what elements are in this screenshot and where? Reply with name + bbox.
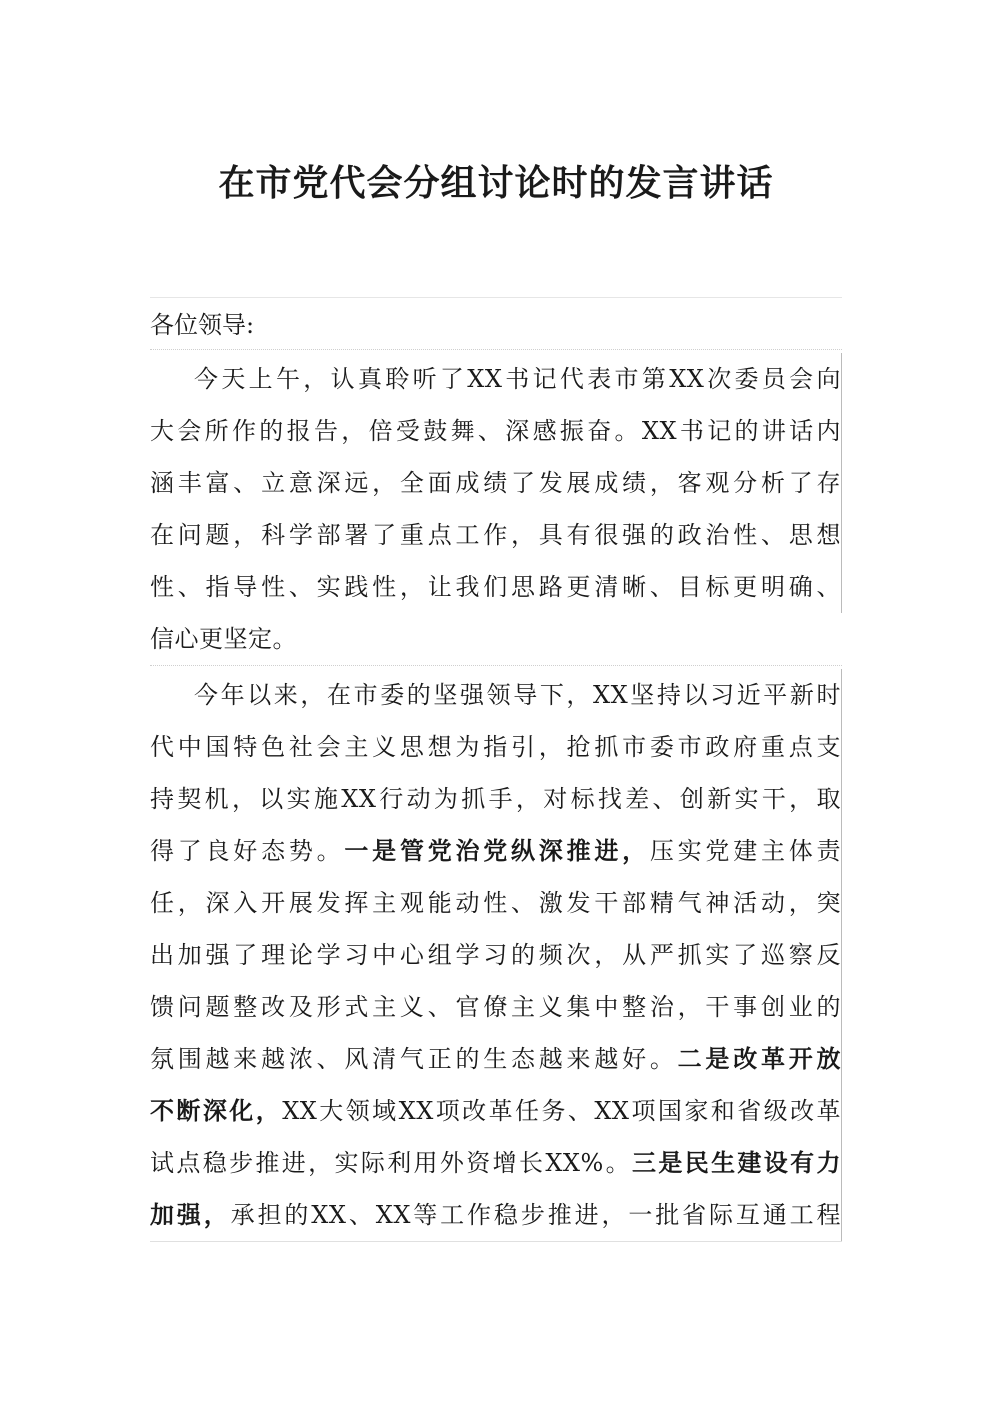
salutation: 各位领导: [150, 297, 842, 350]
text-segment: 氛围越来越浓、风清气正的生态越来越好。 [150, 1045, 678, 1073]
text-segment: 今天上午，认真聆听了XX书记代表市第XX次委员会向 [194, 365, 841, 393]
text-line [150, 773, 842, 825]
text-segment: 承担的XX、XX等工作稳步推进，一批省际互通工程 [230, 1201, 842, 1229]
text-segment: XX大领域XX项改革任务、XX项国家和省级改革 [282, 1097, 842, 1125]
text-line [150, 877, 842, 929]
text-segment: 代中国特色社会主义思想为指引，抢抓市委市政府重点支 [150, 733, 841, 761]
text-line [150, 457, 842, 509]
paragraph [150, 350, 842, 665]
text-segment: 馈问题整改及形式主义、官僚主义集中整治，干事创业的 [150, 993, 841, 1021]
text-segment: 试点稳步推进，实际利用外资增长XX%。 [150, 1149, 633, 1177]
text-line [150, 721, 842, 773]
text-segment: 性、指导性、实践性，让我们思路更清晰、目标更明确、 [150, 573, 841, 601]
bold-text-segment: 不断深化， [150, 1096, 283, 1125]
text-segment: 压实党建主体责 [649, 837, 842, 865]
text-line [150, 405, 842, 457]
text-segment: 信心更坚定。 [150, 625, 297, 653]
text-segment: 任，深入开展发挥主观能动性、激发干部精气神活动，突 [150, 889, 841, 917]
text-line [150, 1189, 842, 1241]
text-line [150, 1137, 842, 1189]
paragraphs [150, 350, 842, 1241]
text-line [150, 669, 842, 721]
text-line [150, 561, 842, 613]
text-line [150, 613, 842, 665]
text-line [150, 1033, 842, 1085]
bottom-rule [150, 1241, 842, 1242]
text-segment: 在问题，科学部署了重点工作，具有很强的政治性、思想 [150, 521, 841, 549]
text-line [150, 509, 842, 561]
text-segment: 涵丰富、立意深远，全面成绩了发展成绩，客观分析了存 [150, 469, 841, 497]
text-line [150, 825, 842, 877]
paragraph [150, 665, 842, 1241]
text-segment: 持契机，以实施XX行动为抓手，对标找差、创新实干，取 [150, 785, 841, 813]
bold-text-segment: 一是管党治党纵深推进， [344, 836, 650, 865]
bold-text-segment: 二是改革开放 [677, 1044, 842, 1073]
text-line [150, 929, 842, 981]
bold-text-segment: 三是民生建设有力 [632, 1148, 841, 1177]
text-segment: 今年以来，在市委的坚强领导下，XX坚持以习近平新时 [194, 681, 841, 709]
document-body [150, 297, 842, 1242]
bold-text-segment: 加强， [150, 1200, 231, 1229]
text-segment: 得了良好态势。 [150, 837, 345, 865]
text-segment: 出加强了理论学习中心组学习的频次，从严抓实了巡察反 [150, 941, 841, 969]
text-line [150, 353, 842, 405]
text-line [150, 1085, 842, 1137]
text-line [150, 981, 842, 1033]
document-title: 在市党代会分组讨论时的发言讲话 [218, 162, 774, 204]
text-segment: 大会所作的报告，倍受鼓舞、深感振奋。XX书记的讲话内 [150, 417, 841, 445]
